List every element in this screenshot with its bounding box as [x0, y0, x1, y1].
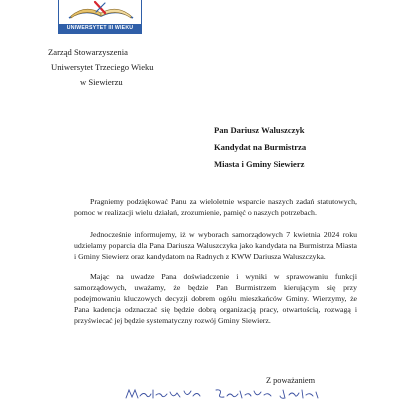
body-paragraph-2: Jednocześnie informujemy, iż w wyborach samorządowych 7 kwietnia 2024 roku udzielamy poparcia dla Pana Dariusza Waluszczyka jako kandydata na Burmistrza Miasta i Gminy Siewierz oraz kandydatom na Radnych z KWW Dariusza Waluszczyka.	[74, 230, 357, 261]
sender-line-2: Uniwersytet Trzeciego Wieku	[51, 62, 154, 72]
recipient-line-3: Miasta i Gminy Siewierz	[214, 159, 305, 169]
body-paragraph-1: Pragniemy podziękować Panu za wieloletnie wsparcie naszych zadań statutowych, pomoc w realizacji wielu działań, zrozumienie, pamięć o naszych potrzebach.	[74, 197, 357, 217]
open-book-icon	[65, 0, 137, 25]
sender-line-1: Zarząd Stowarzyszenia	[48, 47, 128, 57]
logo-text: UNIWERSYTET III WIEKU	[59, 24, 141, 33]
recipient-line-2: Kandydat na Burmistrza	[214, 142, 307, 152]
sender-address	[48, 45, 154, 90]
handwritten-signature	[120, 387, 330, 401]
letter-body	[74, 196, 357, 335]
recipient-line-1: Pan Dariusz Waluszczyk	[214, 125, 305, 135]
sender-line-3: w Siewierzu	[80, 77, 123, 87]
body-paragraph-3: Mając na uwadze Pana doświadczenie i wyniki w sprawowaniu funkcji samorządowych, uważamy, że będzie Pan Burmistrzem kierującym się przy podejmowaniu kluczowych decyzji dobrem ogółu mieszkańców Gminy. Wierzymy, że Pana kadencja odznaczać się będzie dobrą organizacją pracy, otwartością, rozwagą i przyświecać jej będzie systematyczny rozwój Gminy Siewierz.	[74, 272, 357, 325]
recipient-address	[214, 122, 306, 173]
closing-phrase: Z poważaniem	[266, 376, 316, 385]
organization-logo	[58, 0, 142, 34]
